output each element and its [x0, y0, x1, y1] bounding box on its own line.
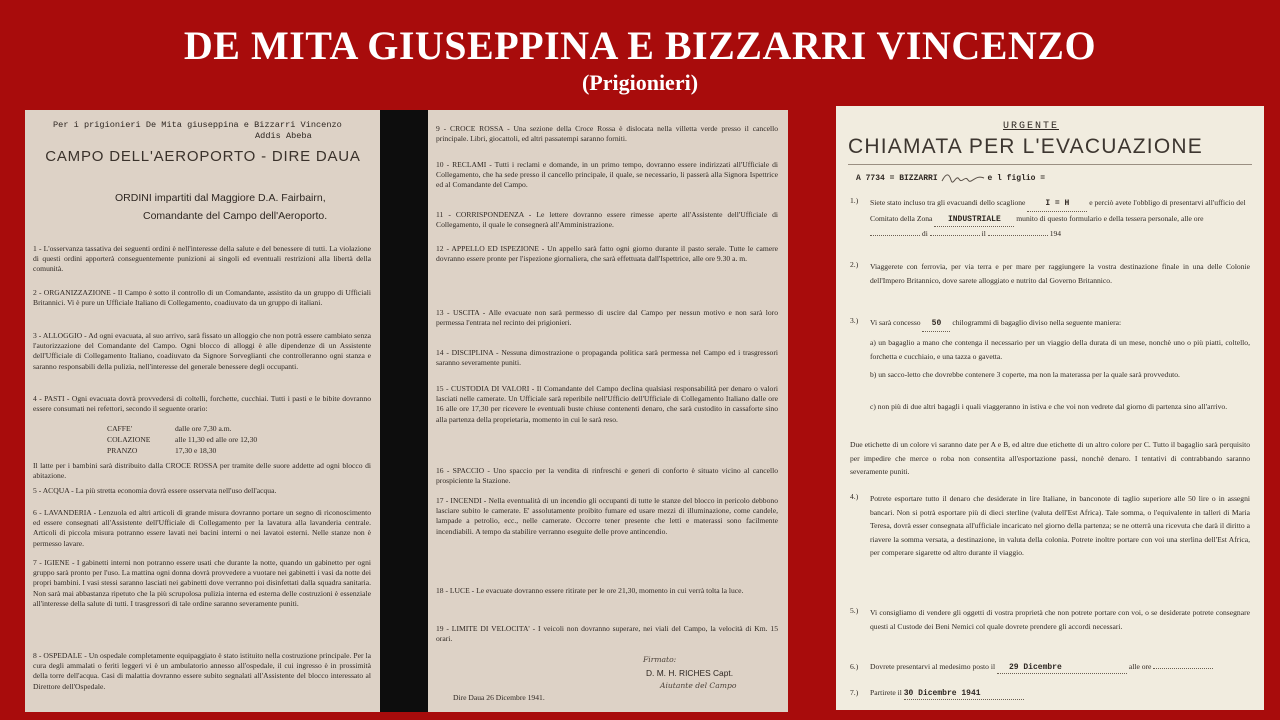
date-field — [988, 235, 1048, 236]
scan-gap — [380, 110, 428, 712]
kg-field — [922, 316, 950, 332]
day-field — [930, 235, 980, 236]
order-item: 10 - RECLAMI - Tutti i reclami e domande, in un primo tempo, dovranno essere indirizzati all'Ufficiale di Collegamento, che ha sede presso il cancello principale, il quale, se necessario, li passerà alla Signora Ispettrice ed al Comandante del Campo. — [436, 160, 778, 190]
order-item: Il latte per i bambini sarà distribuito dalla CROCE ROSSA per tramite delle suore addette ad ogni blocco di abitazione. — [33, 461, 371, 481]
order-item: 14 - DISCIPLINA - Nessuna dimostrazione o propaganda politica sarà permessa nel Campo ed i trasgressori saranno severamente puniti. — [436, 348, 778, 368]
order-item: 2 - ORGANIZZAZIONE - Il Campo è sotto il controllo di un Comandante, assistito da un gruppo di Ufficiali Britannici. Vi è pure un Ufficiale Italiano di Collegamento, coadiuvato da un gruppo di italiani. — [33, 288, 371, 308]
para-number: 5.) — [850, 606, 859, 615]
paragraph-7 — [870, 688, 1250, 700]
p1-text: di — [921, 229, 928, 238]
present-date-field — [997, 662, 1127, 674]
reference-prefix: A 7734 = BIZZARRI — [856, 173, 938, 183]
p1-text: e perciò avete l'obbligo di presentarvi all'ufficio del Comitato della Zona — [870, 198, 1246, 223]
para-number: 3.) — [850, 316, 859, 325]
luggage-item: c) non più di due altri bagagli i quali viaggeranno in istiva e che voi non vedrete dal giorno di partenza sino all'arrivo. — [870, 402, 1228, 411]
order-item: 3 - ALLOGGIO - Ad ogni evacuata, al suo arrivo, sarà fissato un alloggio che non potrà essere cambiato senza l'autorizzazione del Comandante del Campo. Ogni blocco di alloggi è alle dipendenze di un Assistente dell'Ufficiale di Collegamento Italiano, coadiuvato da Signore Sorveglianti che controlleranno ogni stanza e saranno responsabili della pulizia, nell'interesse del generale benessere degli occupanti. — [33, 331, 371, 371]
order-item: 19 - LIMITE DI VELOCITA' - I veicoli non dovranno superare, nei viali del Campo, la velocità di Km. 15 orari. — [436, 624, 778, 644]
orders-heading-2: Comandante del Campo dell'Aeroporto. — [143, 210, 328, 222]
paragraph-6 — [870, 662, 1250, 674]
paragraph-3-intro — [870, 316, 1250, 332]
camp-orders-page-2 — [428, 110, 788, 712]
signer-name: D. M. H. RICHES Capt. — [646, 668, 734, 678]
signed-label: Firmato: — [643, 655, 677, 664]
typed-city-line: Addis Abeba — [255, 131, 312, 141]
p6-text: Dovrete presentarvi al medesimo posto il — [870, 662, 996, 671]
page-subtitle: (Prigionieri) — [581, 70, 699, 95]
order-item: 13 - USCITA - Alle evacuate non sarà permesso di uscire dal Campo per nessun motivo e non sarà loro permessa l'entrata nel recinto dei prigionieri. — [436, 308, 778, 328]
page-title: DE MITA GIUSEPPINA E BIZZARRI VINCENZO — [183, 23, 1097, 68]
order-item: 17 - INCENDI - Nella eventualità di un incendio gli occupanti di tutte le stanze del blocco in pericolo debbono lasciare subito le camerate. E' assolutamente proibito fumare ed usare mezzi di illuminazione, come candele, lampade a petrolio, ecc., nelle camerate. Occorre tener presente che letti e materassi sono facilmente incendiabili. A tempo da stabilire verranno eseguite delle prove antincendio. — [436, 496, 778, 536]
order-item: 5 - ACQUA - La più stretta economia dovrà essere osservata nell'uso dell'acqua. — [33, 486, 277, 495]
typed-prisoner-line: Per i prigionieri De Mita giuseppina e Bizzarri Vincenzo — [53, 120, 342, 130]
order-item: 8 - OSPEDALE - Un ospedale completamente equipaggiato è stato istituito nella costruzione principale. Per la cura degli ammalati o feriti leggeri vi è un ambulatorio annesso all'ospedale, il cui ingresso è in prossimità della torre dell'acqua. Casi di malattia dovranno essere subito segnalati all'Assistente del blocco interessato al Direttore dell'Ospedale. — [33, 651, 371, 691]
zone-field — [934, 212, 1014, 228]
p3-text: Vi sarà concesso — [870, 318, 921, 327]
departure-date-field — [904, 688, 1024, 700]
camp-orders-page-1 — [25, 110, 380, 712]
departure-date-value: 30 Dicembre 1941 — [903, 689, 981, 698]
order-item: 11 - CORRISPONDENZA - Le lettere dovranno essere rimesse aperte all'Assistente dell'Ufficiale di Collegamento, il quale le consegnerà all'Amministrazione. — [436, 210, 778, 230]
handwritten-signature — [940, 172, 986, 184]
group-value: I = H — [1045, 199, 1070, 208]
order-item: 16 - SPACCIO - Uno spaccio per la vendita di rinfreschi e generi di conforto è situato vicino al cancello prospiciente la Stazione. — [436, 466, 778, 486]
paragraph-2: Viaggerete con ferrovia, per via terra e per mare per raggiungere la vostra destinazione finale in una delle Colonie dell'Impero Britannico, dove sarete alloggiato e nutrito dal Governo Britannico. — [870, 262, 1250, 285]
paragraph-4: Potrete esportare tutto il denaro che desiderate in lire Italiane, in banconote di taglio superiore alle 50 lire o in assegni bancari. Non si potrà esportare più di dieci sterline (valuta dell'Est Africa). Tale somma, o l'equivalente in talleri di Maria Teresa, dovrà esser consegnata all'ufficiale incaricato nel giorno della partenza; se ne otterrà una ricevuta che darà il diritto a riavere la somma versata, a destinazione, in valuta della colonia. Potrete inoltre portare con voi una sterlina dell'Est Africa, per comperare sigarette od altro durante il viaggio. — [870, 494, 1250, 557]
order-item: 1 - L'osservanza tassativa dei seguenti ordini è nell'interesse della salute e del benessere di tutti. La violazione di questi ordini apporterà conseguentemente punizioni ai singoli ed eventuali restrizioni alla libertà della comunità. — [33, 244, 371, 274]
kg-value: 50 — [931, 319, 942, 328]
p1-text: munito di questo formulario e della tessera personale, alle ore — [1016, 213, 1204, 223]
reference-suffix: e l figlio = — [987, 173, 1046, 183]
form-title: CHIAMATA PER L'EVACUAZIONE — [848, 135, 1203, 158]
para-number: 1.) — [850, 196, 859, 205]
paragraph-5: Vi consigliamo di vendere gli oggetti di vostra proprietà che non potrete portare con voi, o se desiderate potrete consegnare questi al Custode dei Beni Nemici col quale dovrete prendere gli accordi necessari. — [870, 608, 1250, 631]
para-number: 4.) — [850, 492, 859, 501]
meal-time: alle 11,30 ed alle ore 12,30 — [175, 435, 258, 444]
meal-time: dalle ore 7,30 a.m. — [175, 424, 232, 433]
p7-text: Partirete il — [870, 688, 902, 697]
p6-text: alle ore — [1128, 662, 1152, 671]
order-item: 15 - CUSTODIA DI VALORI - Il Comandante del Campo declina qualsiasi responsabilità per denaro o valori lasciati nelle camerate. Un Ufficiale sarà reperibile nell'Ufficio dell'Ufficiale di Collegamento Italiano dalle ore 16 alle ore 17,30 per ricevere le eventuali buste chiuse contenenti denaro, che sarà custodito in cassaforte sino alla partenza della proprietaria, momento in cui le sarà reso. — [436, 384, 778, 424]
paragraph-1 — [870, 196, 1250, 241]
evacuation-call-form — [836, 106, 1264, 710]
camp-title: CAMPO DELL'AEROPORTO - DIRE DAUA — [45, 148, 361, 165]
meal-time: 17,30 e 18,30 — [175, 446, 217, 455]
p1-text: il — [981, 229, 986, 238]
order-item: 7 - IGIENE - I gabinetti interni non potranno essere usati che durante la notte, quando un gabinetto per ogni gruppo sarà pronto per l'uso. La mattina ogni donna dovrà provvedere a vuotare nei gabinetti i vasi da notte dei propri bambini. I vasi stessi saranno lasciati nei gabinetti dove verranno poi disinfettati dalla squadra sanitaria. Non sarà mai abbastanza ripetuto che la più scrupolosa pulizia interna ed esterna delle costruzioni è essenziale all'interesse della salute di tutti. I trasgressori di tale ordine saranno severamente puniti. — [33, 558, 371, 608]
p3-text: chilogrammi di bagaglio diviso nella seguente maniera: — [952, 318, 1122, 327]
order-item: 18 - LUCE - Le evacuate dovranno essere ritirate per le ore 21,30, momento in cui verrà tolta la luce. — [436, 586, 744, 595]
time-field — [870, 235, 920, 236]
para-number: 2.) — [850, 260, 859, 269]
year-value: 194 — [1049, 229, 1062, 238]
p1-text: Siete stato incluso tra gli evacuandi dello scaglione — [870, 198, 1026, 207]
luggage-item: b) un sacco-letto che dovrebbe contenere 3 coperte, ma non la materassa per la quale sarà provveduto. — [870, 370, 1180, 379]
luggage-note: Due etichette di un colore vi saranno date per A e B, ed altre due etichette di un altro colore per C. Tutto il bagaglio sarà perquisito per impedire che merce o roba non consentita all'esportazione passi, nonchè denaro. I tentativi di contrabbando saranno severamente puniti. — [850, 440, 1250, 476]
place-date: Dire Daua 26 Dicembre 1941. — [453, 693, 545, 702]
group-field — [1027, 196, 1087, 212]
order-item: 9 - CROCE ROSSA - Una sezione della Croce Rossa è dislocata nella villetta verde presso il cancello principale. Libri, giocattoli, ed altri passatempi saranno forniti. — [436, 124, 778, 144]
urgent-stamp: URGENTE — [1002, 121, 1059, 132]
order-item: 4 - PASTI - Ogni evacuata dovrà provvedersi di coltelli, forchette, cucchiai. Tutti i pasti e le bibite dovranno essere consumati nei refettori, secondo il seguente orario: — [33, 394, 371, 414]
signer-role: Aiutante del Campo — [660, 681, 737, 690]
zone-value: INDUSTRIALE — [947, 214, 1001, 224]
order-item: 12 - APPELLO ED ISPEZIONE - Un appello sarà fatto ogni giorno durante il pasto serale. Tutte le camere dovranno essere pronte per l'ispezione giornaliera, che sarà effettuata dall'Ispettrice, alle ore 9.30 a. m. — [436, 244, 778, 264]
para-number: 6.) — [850, 662, 859, 671]
order-item: 6 - LAVANDERIA - Lenzuola ed altri articoli di grande misura dovranno portare un segno di riconoscimento ed essere consegnati all'Assistente dell'Ufficiale di Collegamento per la lavatura alla lavanderia centrale. Articoli di piccola misura potranno essere lavati nei bacini interni o nei lavatoi esterni. Nelle stanze non è permesso lavare. — [33, 508, 371, 548]
para-number: 7.) — [850, 688, 859, 697]
reference-line — [856, 172, 1256, 184]
present-time-field — [1153, 668, 1213, 669]
meal-name: COLAZIONE — [107, 435, 151, 444]
present-date-value: 29 Dicembre — [1008, 663, 1062, 672]
luggage-item: a) un bagaglio a mano che contenga il necessario per un viaggio della durata di un mese, nonchè uno o più piatti, coltello, forchetta e cucchiaio, e una tazza o gavetta. — [870, 338, 1250, 361]
meal-name: PRANZO — [107, 446, 138, 455]
title-rule — [848, 164, 1252, 165]
orders-heading-1: ORDINI impartiti dal Maggiore D.A. Fairbairn, — [115, 192, 326, 204]
meal-name: CAFFE' — [107, 424, 133, 433]
